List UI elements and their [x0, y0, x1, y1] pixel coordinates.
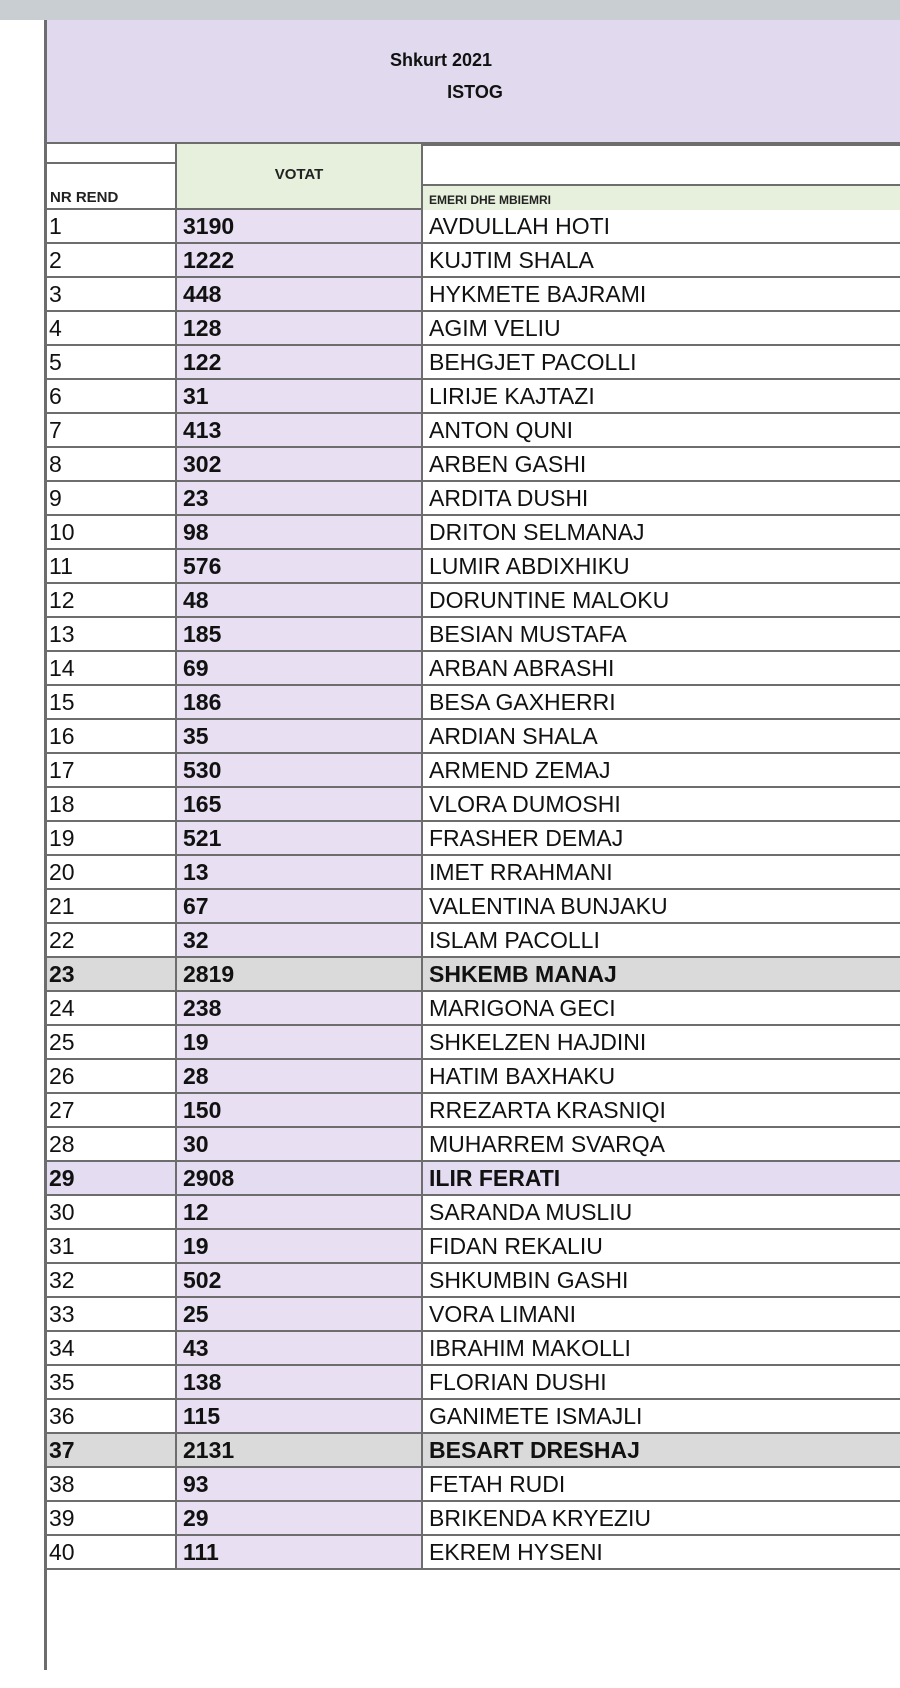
row-votes: 32	[175, 924, 423, 956]
table-row	[47, 584, 900, 618]
row-votes: 2131	[175, 1434, 423, 1466]
row-votes: 128	[175, 312, 423, 344]
row-votes: 30	[175, 1128, 423, 1160]
row-votes: 111	[175, 1536, 423, 1568]
row-name: SHKEMB MANAJ	[429, 961, 617, 987]
row-number: 22	[49, 927, 75, 953]
table-row	[47, 1230, 900, 1264]
row-number: 8	[49, 451, 62, 477]
row-number: 28	[49, 1131, 75, 1157]
row-votes: 19	[175, 1230, 423, 1262]
row-number: 25	[49, 1029, 75, 1055]
row-number: 23	[49, 961, 75, 987]
table-row	[47, 1128, 900, 1162]
row-number: 12	[49, 587, 75, 613]
header-nr-rend	[47, 162, 175, 210]
row-name: AGIM VELIU	[429, 315, 561, 341]
title-box	[47, 20, 900, 144]
row-number: 5	[49, 349, 62, 375]
row-name: HATIM BAXHAKU	[429, 1063, 616, 1089]
row-name: ILIR FERATI	[429, 1165, 561, 1191]
row-votes: 1222	[175, 244, 423, 276]
table-row	[47, 1400, 900, 1434]
table-row	[47, 1366, 900, 1400]
row-number: 33	[49, 1301, 75, 1327]
row-votes: 502	[175, 1264, 423, 1296]
row-name: VLORA DUMOSHI	[429, 791, 621, 817]
row-number: 38	[49, 1471, 75, 1497]
row-name: ARMEND ZEMAJ	[429, 757, 611, 783]
row-votes: 12	[175, 1196, 423, 1228]
header-emeri-band	[423, 184, 900, 210]
row-number: 11	[49, 553, 73, 579]
row-name: ARDITA DUSHI	[429, 485, 589, 511]
row-number: 3	[49, 281, 62, 307]
table-row	[47, 312, 900, 346]
table-row	[47, 958, 900, 992]
row-number: 10	[49, 519, 75, 545]
row-name: KUJTIM SHALA	[429, 247, 594, 273]
table-row	[47, 244, 900, 278]
row-number: 17	[49, 757, 75, 783]
row-number: 13	[49, 621, 75, 647]
row-number: 2	[49, 247, 62, 273]
table-row	[47, 652, 900, 686]
row-number: 15	[49, 689, 75, 715]
table-row	[47, 550, 900, 584]
table-row	[47, 822, 900, 856]
row-name: EKREM HYSENI	[429, 1539, 603, 1565]
row-number: 40	[49, 1539, 75, 1565]
row-number: 31	[49, 1233, 75, 1259]
row-name: ANTON QUNI	[429, 417, 573, 443]
row-votes: 185	[175, 618, 423, 650]
row-name: BESART DRESHAJ	[429, 1437, 640, 1463]
row-name: VORA LIMANI	[429, 1301, 576, 1327]
row-name: IMET RRAHMANI	[429, 859, 613, 885]
row-votes: 302	[175, 448, 423, 480]
row-votes: 13	[175, 856, 423, 888]
row-votes: 138	[175, 1366, 423, 1398]
row-votes: 530	[175, 754, 423, 786]
row-name: LUMIR ABDIXHIKU	[429, 553, 630, 579]
table-row	[47, 448, 900, 482]
row-votes: 23	[175, 482, 423, 514]
table-row	[47, 482, 900, 516]
row-number: 27	[49, 1097, 75, 1123]
row-name: RREZARTA KRASNIQI	[429, 1097, 666, 1123]
row-number: 37	[49, 1437, 75, 1463]
table-row	[47, 992, 900, 1026]
row-name: ARBEN GASHI	[429, 451, 587, 477]
row-votes: 93	[175, 1468, 423, 1500]
table-row	[47, 1264, 900, 1298]
table-row	[47, 788, 900, 822]
row-number: 39	[49, 1505, 75, 1531]
table-row	[47, 856, 900, 890]
table-row	[47, 618, 900, 652]
row-votes: 28	[175, 1060, 423, 1092]
row-votes: 186	[175, 686, 423, 718]
row-name: GANIMETE ISMAJLI	[429, 1403, 643, 1429]
table-row	[47, 1026, 900, 1060]
row-votes: 35	[175, 720, 423, 752]
table-row	[47, 1196, 900, 1230]
table-row	[47, 890, 900, 924]
table-row	[47, 278, 900, 312]
row-name: BESA GAXHERRI	[429, 689, 616, 715]
row-votes: 31	[175, 380, 423, 412]
table-row	[47, 1332, 900, 1366]
row-votes: 165	[175, 788, 423, 820]
row-name: FETAH RUDI	[429, 1471, 566, 1497]
row-number: 24	[49, 995, 75, 1021]
table-row	[47, 346, 900, 380]
table-row	[47, 686, 900, 720]
row-number: 36	[49, 1403, 75, 1429]
row-name: DRITON SELMANAJ	[429, 519, 645, 545]
row-votes: 3190	[175, 210, 423, 242]
row-name: MUHARREM SVARQA	[429, 1131, 665, 1157]
results-sheet	[44, 20, 900, 1670]
table-row	[47, 210, 900, 244]
row-number: 29	[49, 1165, 75, 1191]
row-votes: 413	[175, 414, 423, 446]
row-number: 26	[49, 1063, 75, 1089]
header-nr-rend-label: NR REND	[50, 189, 119, 206]
row-votes: 2819	[175, 958, 423, 990]
table-row	[47, 1434, 900, 1468]
table-row	[47, 720, 900, 754]
sheet-title-month: Shkurt 2021	[389, 50, 493, 70]
row-name: BEHGJET PACOLLI	[429, 349, 637, 375]
row-number: 30	[49, 1199, 75, 1225]
row-votes: 448	[175, 278, 423, 310]
row-name: FIDAN REKALIU	[429, 1233, 603, 1259]
row-number: 35	[49, 1369, 75, 1395]
row-votes: 98	[175, 516, 423, 548]
row-number: 14	[49, 655, 75, 681]
table-row	[47, 1094, 900, 1128]
row-name: SHKELZEN HAJDINI	[429, 1029, 647, 1055]
table-row	[47, 1536, 900, 1570]
header-votat-label: VOTAT	[274, 166, 324, 183]
row-number: 9	[49, 485, 62, 511]
row-name: HYKMETE BAJRAMI	[429, 281, 647, 307]
row-number: 20	[49, 859, 75, 885]
row-name: SHKUMBIN GASHI	[429, 1267, 629, 1293]
row-name: BESIAN MUSTAFA	[429, 621, 627, 647]
table-row	[47, 516, 900, 550]
top-gray-strip	[0, 0, 900, 20]
header-emeri-label: EMERI DHE MBIEMRI	[429, 193, 552, 207]
row-number: 19	[49, 825, 75, 851]
table-header	[47, 144, 900, 210]
row-name: ARBAN ABRASHI	[429, 655, 615, 681]
row-name: IBRAHIM MAKOLLI	[429, 1335, 631, 1361]
row-name: ARDIAN SHALA	[429, 723, 598, 749]
row-votes: 69	[175, 652, 423, 684]
row-votes: 48	[175, 584, 423, 616]
row-number: 1	[49, 213, 62, 239]
row-votes: 29	[175, 1502, 423, 1534]
table-row	[47, 1468, 900, 1502]
header-votat	[175, 144, 423, 208]
row-number: 21	[49, 893, 75, 919]
row-votes: 576	[175, 550, 423, 582]
row-name: VALENTINA BUNJAKU	[429, 893, 668, 919]
row-votes: 67	[175, 890, 423, 922]
row-number: 16	[49, 723, 75, 749]
row-votes: 43	[175, 1332, 423, 1364]
row-number: 18	[49, 791, 75, 817]
row-votes: 25	[175, 1298, 423, 1330]
row-number: 34	[49, 1335, 75, 1361]
row-name: ISLAM PACOLLI	[429, 927, 600, 953]
row-votes: 150	[175, 1094, 423, 1126]
row-number: 32	[49, 1267, 75, 1293]
row-name: DORUNTINE MALOKU	[429, 587, 670, 613]
row-votes: 238	[175, 992, 423, 1024]
row-number: 6	[49, 383, 62, 409]
table-row	[47, 924, 900, 958]
row-name: BRIKENDA KRYEZIU	[429, 1505, 651, 1531]
header-emeri	[423, 144, 900, 210]
table-row	[47, 1162, 900, 1196]
row-votes: 2908	[175, 1162, 423, 1194]
row-number: 7	[49, 417, 62, 443]
table-row	[47, 1060, 900, 1094]
row-name: SARANDA MUSLIU	[429, 1199, 633, 1225]
row-votes: 521	[175, 822, 423, 854]
table-row	[47, 1298, 900, 1332]
table-row	[47, 414, 900, 448]
row-name: FLORIAN DUSHI	[429, 1369, 607, 1395]
table-row	[47, 1502, 900, 1536]
row-number: 4	[49, 315, 62, 341]
row-name: AVDULLAH HOTI	[429, 213, 611, 239]
table-row	[47, 380, 900, 414]
row-votes: 19	[175, 1026, 423, 1058]
table-row	[47, 754, 900, 788]
sheet-title-place: ISTOG	[447, 82, 503, 102]
row-name: LIRIJE KAJTAZI	[429, 383, 595, 409]
row-votes: 122	[175, 346, 423, 378]
table-body	[47, 210, 900, 1570]
row-name: MARIGONA GECI	[429, 995, 616, 1021]
row-votes: 115	[175, 1400, 423, 1432]
row-name: FRASHER DEMAJ	[429, 825, 624, 851]
